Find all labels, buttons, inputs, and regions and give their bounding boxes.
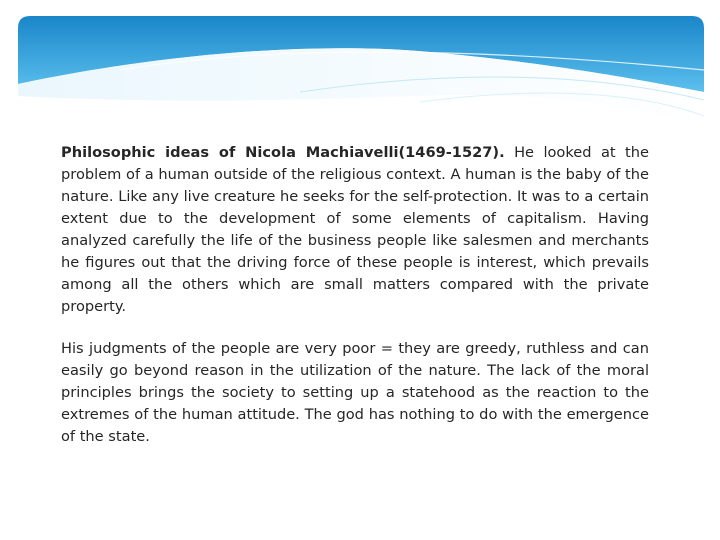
paragraph-lead: Philosophic ideas of Nicola Machiavelli(1469-1527). (61, 144, 505, 161)
paragraph-judgments (61, 338, 649, 448)
paragraph-text: He looked at the problem of a human outside of the religious context. A human is the baby of the nature. Like any live creature he seeks for the self-protection. It was to a certain extent due to the development of some elements of capitalism. Having analyzed carefully the life of the business people like salesmen and merchants he figures out that the driving force of these people is interest, which prevails among all the others which are small matters compared with the private property. (61, 144, 649, 315)
paragraph-machiavelli-ideas (61, 142, 649, 318)
body-text (61, 142, 649, 448)
paragraph-text: His judgments of the people are very poor = they are greedy, ruthless and can easily go beyond reason in the utilization of the nature. The lack of the moral principles brings the society to setting up a statehood as the reaction to the extremes of the human attitude. The god has nothing to do with the emergence of the state. (61, 340, 649, 445)
header-wave-banner (0, 0, 720, 140)
